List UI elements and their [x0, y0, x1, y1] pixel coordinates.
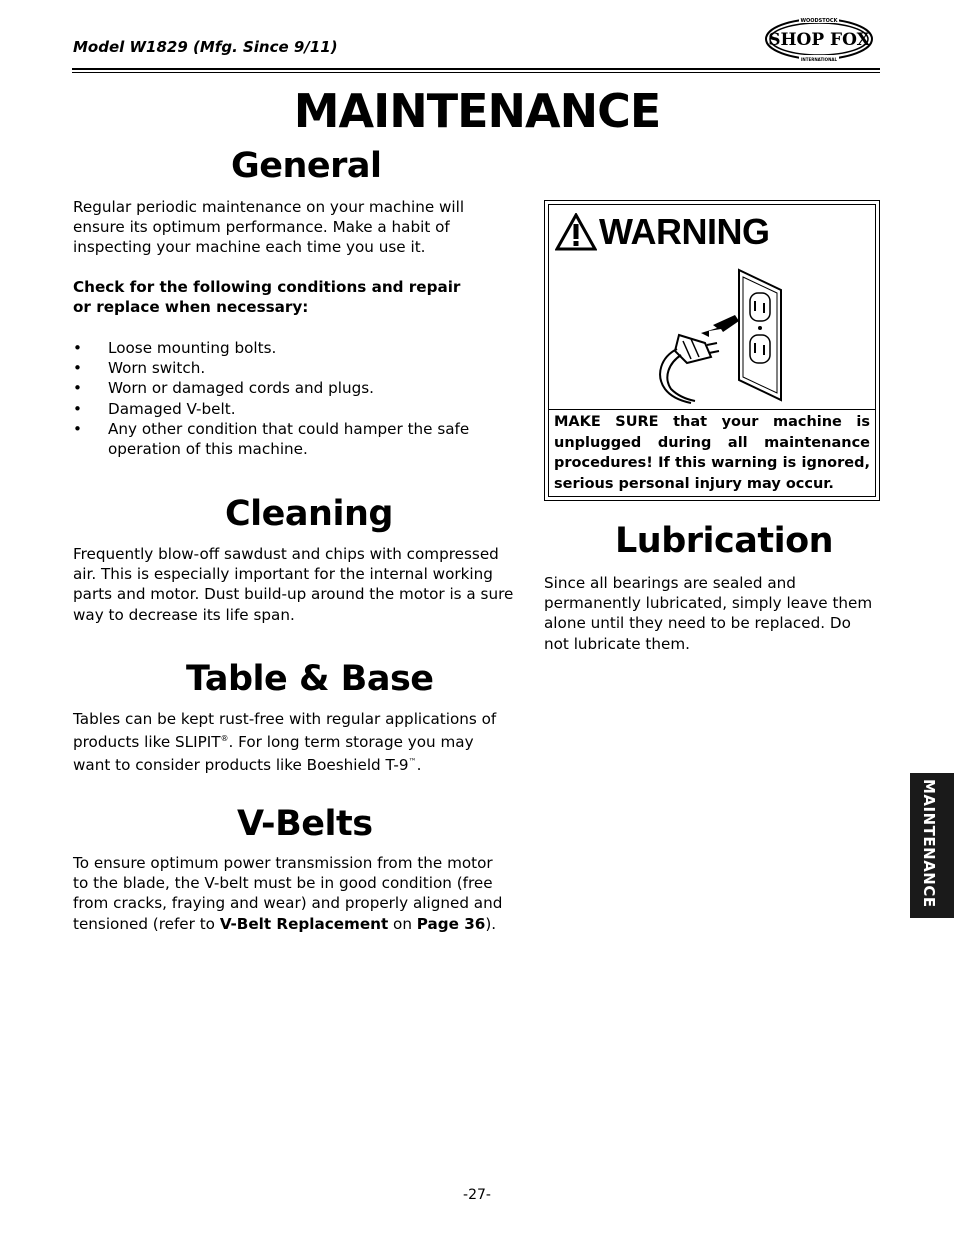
- page-title: MAINTENANCE: [293, 84, 661, 138]
- list-item: • Worn switch.: [73, 359, 206, 378]
- warning-divider: [549, 409, 875, 410]
- unplug-outlet-icon: [651, 265, 791, 405]
- general-intro: Regular periodic maintenance on your machine will ensure its optimum performance. Make a habit of inspecting your machine each time you use it.: [73, 198, 465, 257]
- general-bullet-list: [73, 338, 493, 459]
- table-base-heading: Table & Base: [186, 659, 434, 699]
- lubrication-heading: Lubrication: [615, 521, 834, 561]
- logo-top-text: WOODSTOCK: [800, 18, 838, 24]
- model-label: Model W1829 (Mfg. Since 9/11): [73, 38, 338, 56]
- cleaning-heading: Cleaning: [225, 494, 393, 534]
- page-number: -27-: [463, 1187, 491, 1203]
- side-tab: [910, 773, 954, 918]
- warning-text: MAKE SURE that your machine is unplugged during all maintenance procedures! If this warning is ignored, serious personal injury may occur.: [554, 414, 870, 492]
- side-tab-label: MAINTENANCE: [920, 779, 938, 908]
- logo-text: SHOP FOX: [768, 30, 870, 50]
- trademark-mark: ™: [408, 757, 417, 767]
- warning-title: WARNING: [599, 211, 770, 252]
- header-rule-thin: [72, 72, 880, 73]
- vbelts-text: To ensure optimum power transmission from the motor to the blade, the V-belt must be in good condition (free from cracks, fraying and wear) and properly aligned and tensioned (refer to V-Belt Replacement on Page 36).: [73, 854, 503, 933]
- registered-mark: ®: [220, 734, 229, 744]
- general-check: Check for the following conditions and repair or replace when necessary:: [73, 278, 461, 317]
- general-heading: General: [231, 146, 382, 186]
- cleaning-text: Frequently blow-off sawdust and chips with compressed air. This is especially important for the internal working parts and motor. Dust build-up around the motor is a sure way to decrease its life span.: [73, 545, 514, 624]
- table-base-text: Tables can be kept rust-free with regular applications of products like SLIPIT®. For long term storage you may want to consider products like Boeshield T-9™.: [73, 710, 497, 775]
- logo-bottom-text: INTERNATIONAL: [800, 57, 838, 62]
- warning-triangle-icon: [555, 213, 597, 251]
- page-ref: Page 36: [416, 914, 486, 933]
- shop-fox-logo: [764, 14, 874, 64]
- vbelts-heading: V-Belts: [237, 804, 373, 844]
- warning-box: [544, 200, 880, 501]
- vbelt-replacement-ref: V-Belt Replacement: [219, 914, 389, 933]
- list-item: • Any other condition that could hamper the safe operation of this machine.: [73, 419, 470, 459]
- list-item: • Damaged V-belt.: [73, 399, 236, 418]
- list-item: • Worn or damaged cords and plugs.: [73, 379, 374, 398]
- lubrication-text: Since all bearings are sealed and permanently lubricated, simply leave them alone until they need to be replaced. Do not lubricate them.: [544, 574, 873, 653]
- header-rule: [72, 68, 880, 70]
- list-item: • Loose mounting bolts.: [73, 339, 277, 357]
